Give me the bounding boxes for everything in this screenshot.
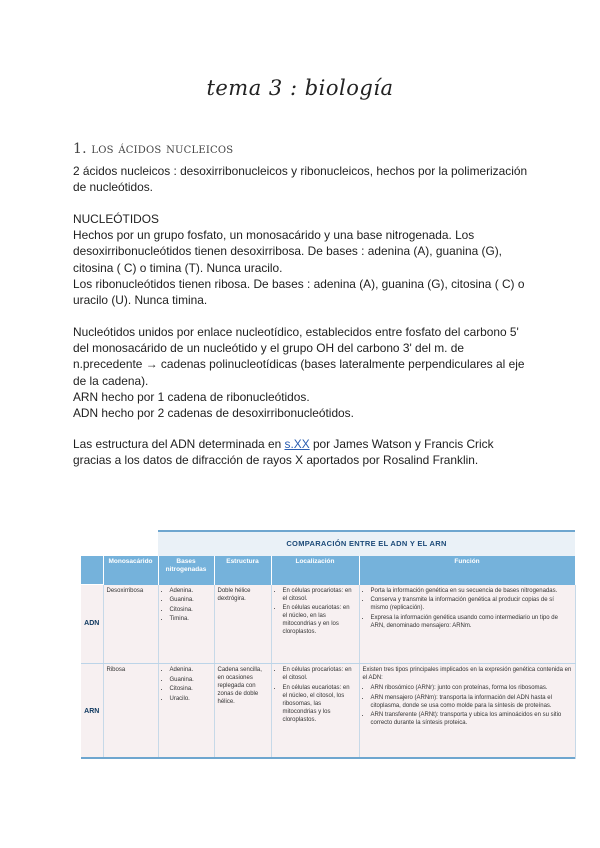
list-item: • Conserva y transmite la información genética al producir copias de sí mismo (replicación). <box>371 596 572 612</box>
list-item: • Uracilo. <box>170 695 211 703</box>
enlaces-line1: Nucleótidos unidos por enlace nucleotídico, establecidos entre fosfato del carbono 5' del monosacárido de un nucleótido y el grupo OH del carbono 3' del m. de n.precedente → cadenas polinucleotídicas (bases lateralmente perpendiculares al eje de la cadena). <box>73 325 525 388</box>
table-corner <box>81 531 158 556</box>
adn-monosacarido: Desoxirribosa <box>103 585 158 664</box>
header-estructura: Estructura <box>214 556 271 585</box>
list-item: • Adenina. <box>170 587 211 595</box>
list-item: • Porta la información genética en su secuencia de bases nitrogenadas. <box>371 587 572 595</box>
intro-paragraph <box>73 163 533 195</box>
estructura-paragraph <box>73 436 533 468</box>
table-title: COMPARACIÓN ENTRE EL ADN Y EL ARN <box>158 531 575 556</box>
comparison-table <box>81 530 575 759</box>
list-item: • Adenina. <box>170 666 211 674</box>
siglo-link[interactable]: s.XX <box>284 437 310 451</box>
table-corner-cell <box>81 556 103 585</box>
estructura-text <box>73 436 533 468</box>
adn-bases <box>158 585 214 664</box>
estructura-after: por James Watson y Francis Crick gracias a los datos de difracción de rayos X aportados por Rosalind Franklin. <box>73 437 494 468</box>
header-funcion: Función <box>359 556 575 585</box>
list-item: • Timina. <box>170 615 211 623</box>
list-item: • ARN transferente (ARNt): transporta y ubica los aminoácidos en su sitio correcto durante la síntesis proteica. <box>371 711 572 727</box>
list-item: • En células eucariotas: en el núcleo, en las mitocondrias y en los cloroplastos. <box>283 604 356 636</box>
section-heading: 1. los ácidos nucleicos <box>73 141 234 157</box>
nucleotidos-line2: Los ribonucleótidos tienen ribosa. De bases : adenina (A), guanina (G), citosina ( C) o uracilo (U). Nunca timina. <box>73 276 525 308</box>
enlaces-section <box>73 324 533 421</box>
list-item: • ARN mensajero (ARNm): transporta la información del ADN hasta el citoplasma, donde se usa como molde para la síntesis de proteínas. <box>371 694 572 710</box>
list-item: • Expresa la información genética usando como intermediario un tipo de ARN, denominado mensajero: ARNm. <box>371 614 572 630</box>
arn-funcion-intro: Existen tres tipos principales implicados en la expresión genética contenida en el ADN: <box>362 667 572 682</box>
row-label-adn: ADN <box>81 585 103 664</box>
enlaces-line3: ADN hecho por 2 cadenas de desoxirribonucleótidos. <box>73 406 354 421</box>
header-monosacarido: Monosacárido <box>103 556 158 585</box>
list-item: • En células eucariotas: en el núcleo, el citosol, los ribosomas, las mitocondrias y los cloroplastos. <box>283 684 356 724</box>
table-row-arn <box>81 664 575 759</box>
arn-localizacion <box>271 664 359 759</box>
page-title: tema 3 : biología <box>206 76 394 100</box>
arn-funcion <box>359 664 575 759</box>
nucleotidos-line1: Hechos por un grupo fosfato, un monosacárido y una base nitrogenada. Los desoxirribonucleótidos tienen desoxirribosa. De bases : adenina (A), guanina (G), citosina ( C) o timina (T). Nunca uracilo. <box>73 228 502 275</box>
enlaces-line2: ARN hecho por 1 cadena de ribonucleótidos. <box>73 389 310 404</box>
header-localizacion: Localización <box>271 556 359 585</box>
arn-bases <box>158 664 214 759</box>
list-item: • Guanina. <box>170 596 211 604</box>
list-item: • En células procariotas: en el citosol. <box>283 587 356 603</box>
header-bases: Bases nitrogenadas <box>158 556 214 585</box>
adn-funcion <box>359 585 575 664</box>
row-label-arn: ARN <box>81 664 103 759</box>
arn-monosacarido: Ribosa <box>103 664 158 759</box>
estructura-before: Las estructura del ADN determinada en <box>73 437 285 451</box>
list-item: • ARN ribosómico (ARNr): junto con proteínas, forma los ribosomas. <box>371 684 572 692</box>
table-bottom-border <box>81 757 575 759</box>
list-item: • Guanina. <box>170 676 211 684</box>
nucleotidos-section <box>73 211 533 308</box>
list-item: • Citosina. <box>170 685 211 693</box>
list-item: • Citosina. <box>170 606 211 614</box>
intro-text: 2 ácidos nucleicos : desoxirribonucleicos y ribonucleicos, hechos por la polimerización de nucleótidos. <box>73 164 528 195</box>
arn-estructura: Cadena sencilla, en ocasiones replegada con zonas de doble hélice. <box>214 664 271 759</box>
nucleotidos-heading: NUCLEÓTIDOS <box>73 212 159 226</box>
adn-localizacion <box>271 585 359 664</box>
table-row-adn <box>81 585 575 664</box>
adn-estructura: Doble hélice dextrógira. <box>214 585 271 664</box>
list-item: • En células procariotas: en el citosol. <box>283 666 356 682</box>
